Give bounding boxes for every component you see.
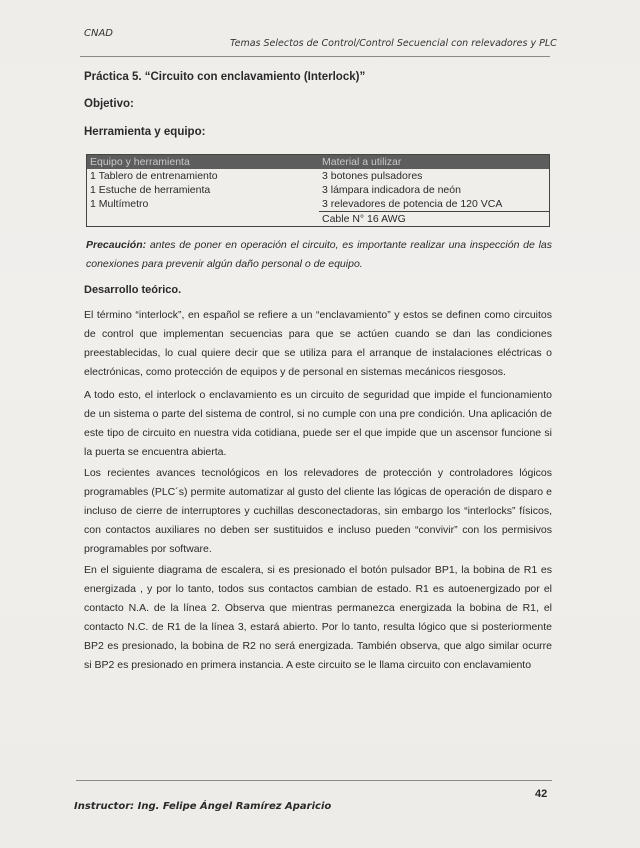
table-cell: 1 Tablero de entrenamiento	[90, 170, 218, 182]
caution-label: Precaución:	[86, 239, 147, 251]
table-cell: 3 lámpara indicadora de neón	[322, 184, 461, 196]
body-paragraph: El término “interlock”, en español se refiere a un “enclavamiento” y estos se definen como circuitos de control que implementan secuencias para que se actúen cuando se dan las condiciones preestablecidas, lo cual quiere decir que se utiliza para el arranque de instalaciones eléctricas o electrónicas, como protección de equipos y de personal en sistemas mecánicos riesgosos.	[84, 309, 552, 378]
practice-title: Práctica 5. “Circuito con enclavamiento (Interlock)”	[84, 71, 366, 83]
caution-text: antes de poner en operación el circuito, es importante realizar una inspección de las conexiones para prevenir algún daño personal o de equipo.	[86, 239, 552, 270]
header-divider	[80, 56, 550, 57]
table-header-row	[87, 155, 550, 170]
table-cell: 3 relevadores de potencia de 120 VCA	[322, 198, 503, 210]
equipment-table	[86, 154, 550, 227]
body-paragraph: En el siguiente diagrama de escalera, si es presionado el botón pulsador BP1, la bobina de R1 es energizada , y por lo tanto, todos sus contactos cambian de estado. R1 es autoenergizado por el contacto N.A. de la línea 2. Observa que mientras permanezca energizada la bobina de R1, el contacto N.C. de R1 de la línea 3, estará abierto. Por lo tanto, resulta lógico que si posteriormente BP2 es presionado, la bobina de R2 no será energizada. También observa, que algo similar ocurre si BP2 es presionado en primera instancia. A este circuito se le llama circuito con enclavamiento	[84, 564, 552, 671]
tools-heading: Herramienta y equipo:	[84, 126, 206, 138]
table-header-equipment: Equipo y herramienta	[87, 155, 320, 170]
table-row	[87, 197, 550, 212]
body-paragraph: Los recientes avances tecnológicos en los relevadores de protección y controladores lógicos programables (PLC´s) permite automatizar al gusto del cliente las lógicas de operación de disparo e incluso de cierre de interruptores y cuchillas desconectadoras, sin embargo los “interlocks” físicos, con contactos auxiliares no deben ser sustituidos e incluso pueden “convivir” con los permisivos programables por software.	[84, 467, 552, 555]
table-cell: 1 Estuche de herramienta	[90, 184, 211, 196]
header-course-title: Temas Selectos de Control/Control Secuencial con relevadores y PLC	[230, 38, 557, 49]
table-cell: 1 Multímetro	[90, 198, 149, 211]
table-cell	[87, 212, 320, 227]
table-row	[87, 183, 550, 197]
table-row	[87, 169, 550, 183]
header-institution: CNAD	[84, 28, 114, 39]
objective-heading: Objetivo:	[84, 98, 134, 110]
table-header-material: Material a utilizar	[319, 155, 550, 170]
footer-divider	[76, 780, 552, 781]
page-number: 42	[535, 788, 548, 800]
table-row	[87, 212, 550, 227]
footer-instructor: Instructor: Ing. Felipe Ángel Ramírez Aparicio	[74, 801, 332, 812]
table-cell: 3 botones pulsadores	[322, 170, 423, 182]
table-cell: Cable N° 16 AWG	[319, 212, 550, 227]
body-paragraph: A todo esto, el interlock o enclavamiento es un circuito de seguridad que impide el funcionamiento de un sistema o parte del sistema de control, si no cumple con una pre condición. Una aplicación de este tipo de circuito en nuestra vida cotidiana, puede ser el que impide que un ascensor funcione si la puerta se encuentra abierta.	[84, 389, 552, 458]
caution-note	[86, 236, 552, 274]
section-heading: Desarrollo teórico.	[84, 284, 182, 296]
